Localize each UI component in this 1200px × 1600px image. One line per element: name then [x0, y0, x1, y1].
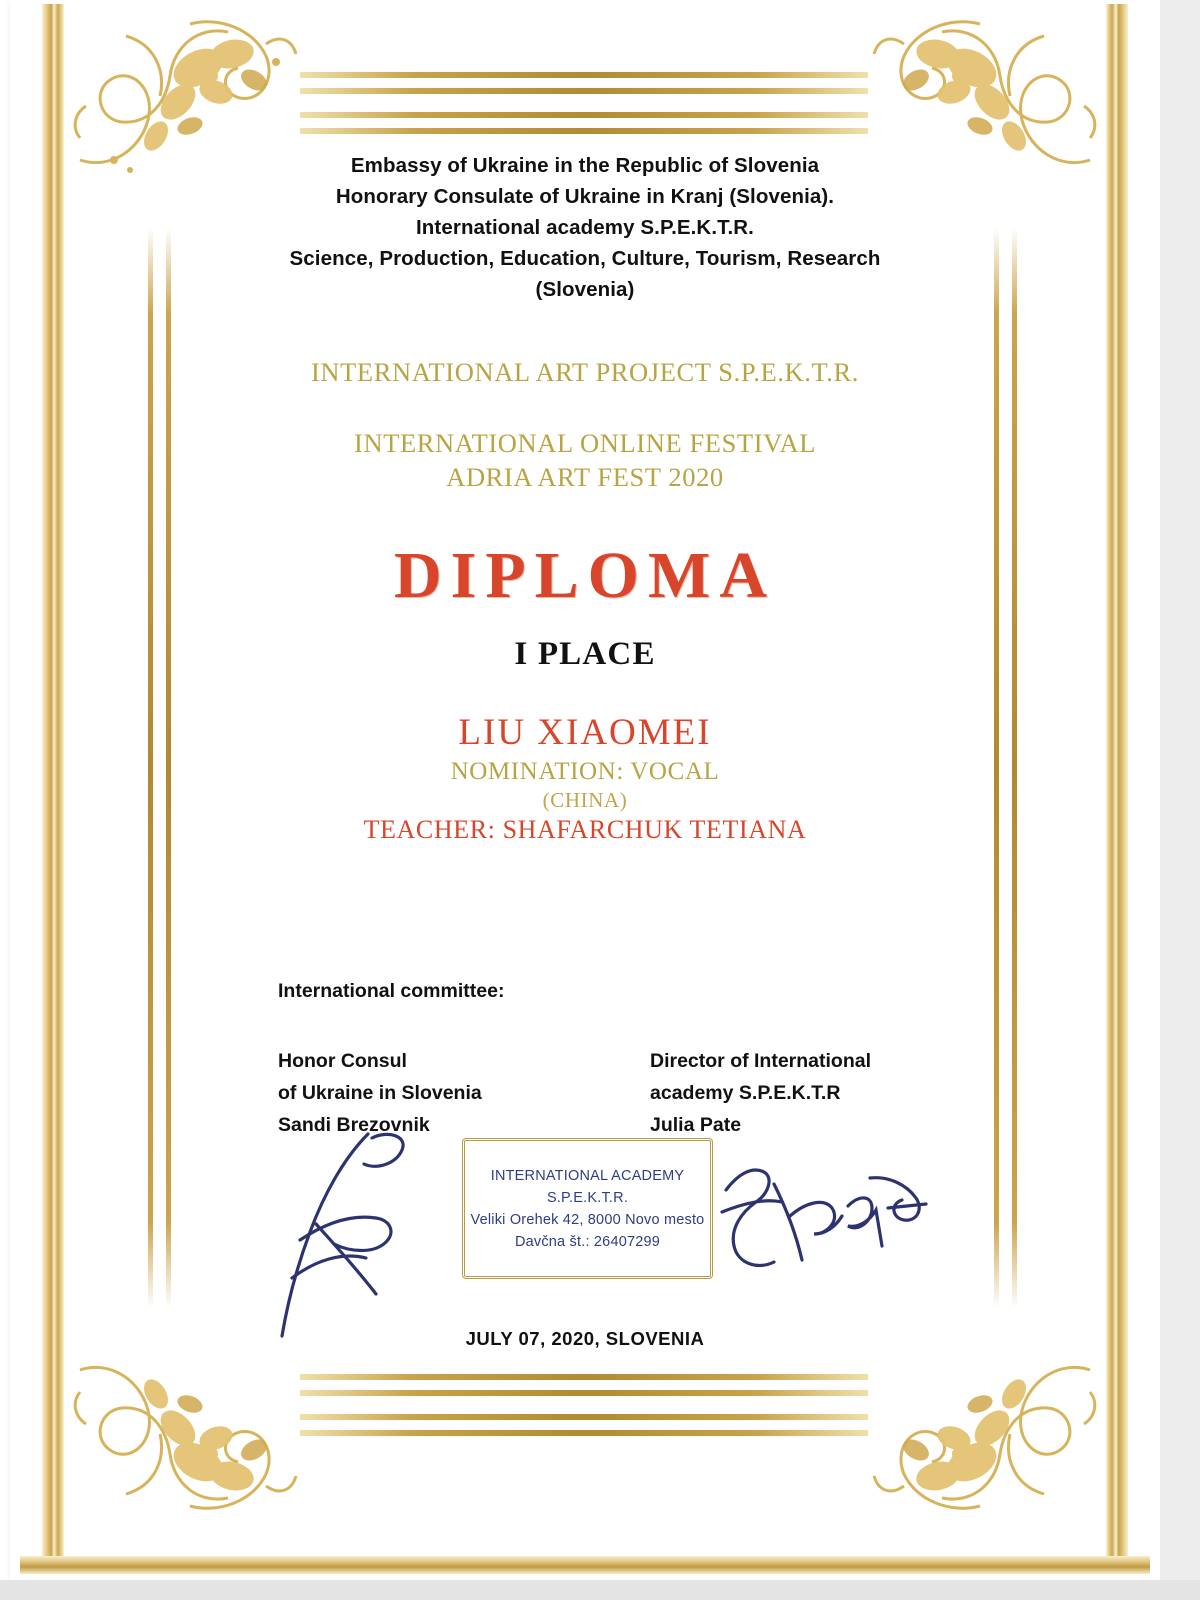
committee-title: International committee: [278, 980, 505, 1002]
festival-line: ADRIA ART FEST 2020 [446, 462, 724, 492]
certificate-content [180, 150, 990, 845]
stamp-line: Davčna št.: 26407299 [514, 1233, 661, 1250]
page-edge-right [1160, 0, 1200, 1600]
top-rule-2 [300, 88, 868, 94]
signatory-left [278, 1045, 650, 1141]
issuer-line: Embassy of Ukraine in the Republic of Slovenia [350, 154, 820, 177]
project-title: INTERNATIONAL ART PROJECT S.P.E.K.T.R. [310, 357, 860, 387]
gold-border-bottom [20, 1556, 1150, 1574]
inner-rule-left-inner [166, 228, 171, 1308]
signatory-right [650, 1045, 978, 1141]
teacher-name: TEACHER: SHAFARCHUK TETIANA [363, 815, 807, 844]
bottom-rule-4 [300, 1430, 868, 1436]
festival-line: INTERNATIONAL ONLINE FESTIVAL [354, 428, 816, 458]
issuer-line: Science, Production, Education, Culture, Tourism, Research [289, 247, 881, 270]
inner-rule-right-outer [1012, 228, 1017, 1308]
issuer-header [180, 150, 990, 305]
bottom-rule-1 [300, 1374, 868, 1380]
award-place: I PLACE [514, 636, 656, 672]
signatory-name: Sandi Brezovnik [278, 1114, 430, 1136]
signatory-name: Julia Pate [650, 1114, 742, 1136]
issuer-line: (Slovenia) [535, 278, 635, 301]
award-title: DIPLOMA [394, 539, 776, 612]
stamp-line: INTERNATIONAL ACADEMY S.P.E.K.T.R. [490, 1167, 685, 1206]
recipient-country: (CHINA) [542, 788, 628, 812]
signatory-columns [278, 1045, 978, 1141]
signatory-role-line: Director of International [650, 1050, 872, 1072]
issuer-line: International academy S.P.E.K.T.R. [416, 216, 754, 239]
top-rule-3 [300, 112, 868, 118]
issue-date-place: JULY 07, 2020, SLOVENIA [465, 1328, 705, 1349]
inner-rule-right-inner [994, 228, 999, 1308]
top-rule-1 [300, 72, 868, 78]
bottom-rule-2 [300, 1390, 868, 1396]
stamp-line: Veliki Orehek 42, 8000 Novo mesto [470, 1211, 705, 1228]
signatory-role-line: academy S.P.E.K.T.R [650, 1082, 841, 1104]
inner-rule-left-outer [148, 228, 153, 1308]
issuer-line: Honorary Consulate of Ukraine in Kranj (Slovenia). [335, 185, 835, 208]
signatory-role-line: Honor Consul [278, 1050, 407, 1072]
nomination-category: NOMINATION: VOCAL [450, 758, 720, 785]
festival-title [180, 426, 990, 494]
top-rule-4 [300, 128, 868, 134]
bottom-rule-3 [300, 1414, 868, 1420]
committee-block [278, 980, 978, 1141]
certificate-sheet [10, 0, 1160, 1580]
page-edge-bottom [0, 1580, 1200, 1600]
official-stamp [462, 1138, 713, 1279]
signatory-role-line: of Ukraine in Slovenia [278, 1082, 482, 1104]
recipient-name: LIU XIAOMEI [458, 712, 712, 753]
